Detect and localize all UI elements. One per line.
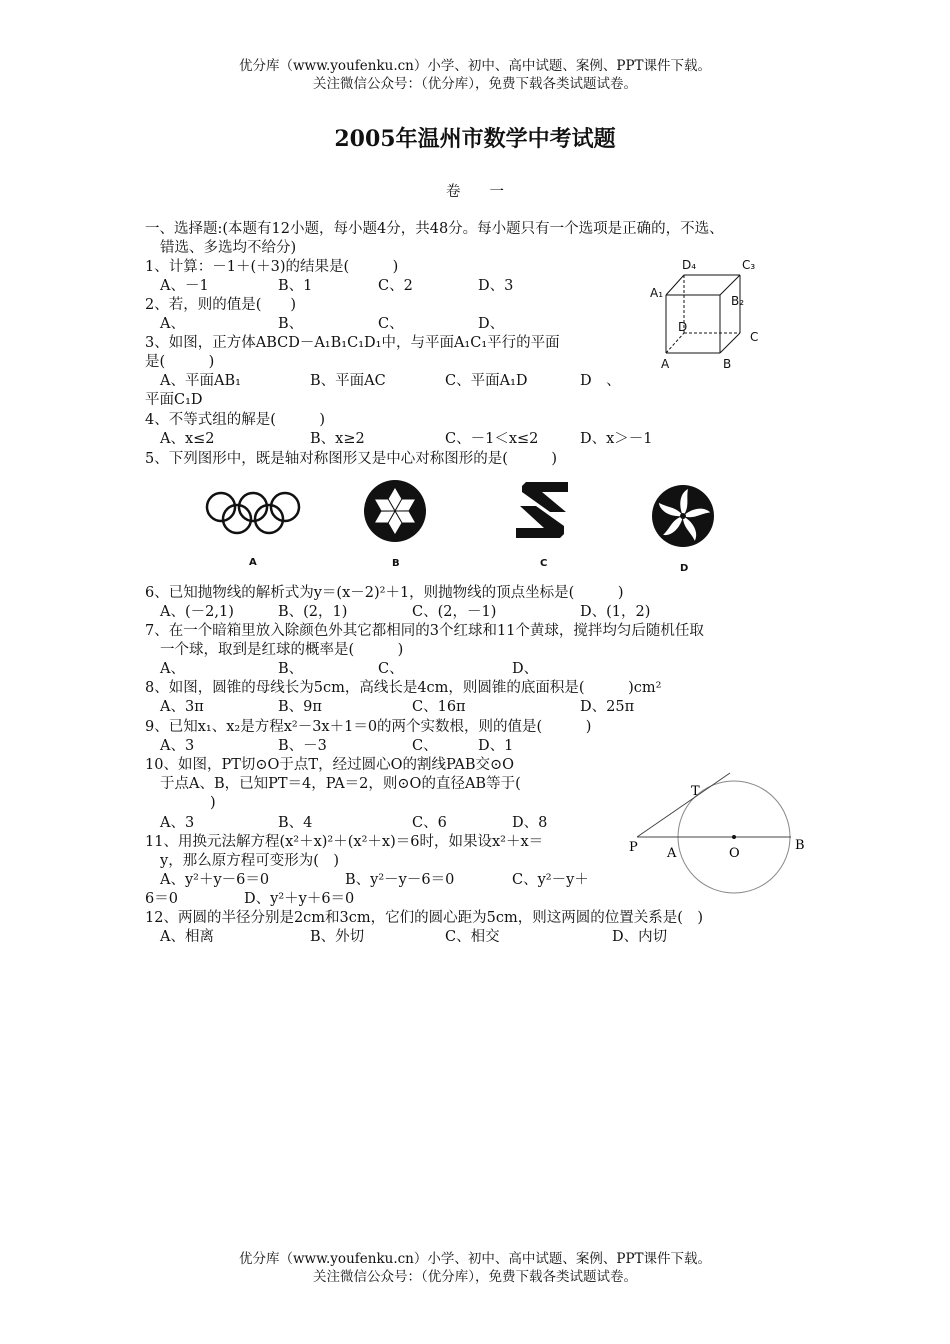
q2-option-b: B、	[278, 316, 304, 332]
cube-edge-b1c1	[720, 275, 740, 295]
q3-stem-1: 3、如图，正方体ABCD－A₁B₁C₁D₁中，与平面A₁C₁平行的平面	[145, 335, 560, 351]
q6-option-d: D、(1，2)	[580, 604, 651, 620]
cube-figure	[648, 255, 778, 375]
q7-option-c: C、	[378, 661, 404, 677]
q6-option-c: C、(2，－1)	[412, 604, 497, 620]
q8-option-b: B、9π	[278, 699, 322, 715]
q11-option-b: B、y²－y－6＝0	[345, 872, 455, 888]
circle-label-t: T	[691, 784, 700, 799]
footer-line-1: 优分库（www.youfenku.cn）小学、初中、高中试题、案例、PPT课件下载。	[238, 1251, 712, 1267]
center-point	[732, 835, 736, 839]
circle-label-p: P	[629, 840, 638, 855]
q6-option-a: A、(－2,1)	[160, 604, 234, 620]
q12-stem: 12、两圆的半径分别是2cm和3cm，它们的圆心距为5cm，则这两圆的位置关系是( )	[145, 910, 704, 926]
q6-option-b: B、(2，1)	[278, 604, 348, 620]
tangent-circle-figure	[625, 765, 815, 900]
q11-option-c-continued: 6＝0	[145, 891, 178, 907]
q3-option-a: A、平面AB₁	[160, 373, 241, 389]
q11-option-c: C、y²－y＋	[512, 872, 589, 888]
symbol-b-star	[360, 478, 430, 573]
q3-option-d-continued: 平面C₁D	[145, 392, 203, 408]
q4-option-d: D、x＞－1	[580, 431, 653, 447]
cube-edge-bc	[720, 333, 740, 353]
cube-label-c1: C₃	[742, 258, 756, 272]
q10-option-b: B、4	[278, 815, 313, 831]
q2-option-a: A、	[160, 316, 185, 332]
q3-stem-2: 是( )	[145, 354, 215, 370]
q4-option-c: C、－1＜x≤2	[445, 431, 539, 447]
q12-option-d: D、内切	[612, 929, 668, 945]
q7-stem-1: 7、在一个暗箱里放入除颜色外其它都相同的3个红球和11个黄球，搅拌均匀后随机任取	[145, 623, 704, 639]
section-heading: 卷 一	[446, 184, 504, 200]
q9-option-d: D、1	[478, 738, 514, 754]
q4-option-b: B、x≥2	[310, 431, 365, 447]
cube-label-c: C	[750, 330, 759, 344]
q2-option-d: D、	[478, 316, 505, 332]
q11-stem-2: y，那么原方程可变形为( )	[160, 853, 340, 869]
q9-stem: 9、已知x₁、x₂是方程x²－3x＋1＝0的两个实数根，则的值是( )	[145, 719, 592, 735]
q12-option-c: C、相交	[445, 929, 500, 945]
q2-stem: 2、若，则的值是( )	[145, 297, 297, 313]
q10-option-c: C、6	[412, 815, 447, 831]
q10-option-d: D、8	[512, 815, 548, 831]
q9-option-c: C、	[412, 738, 438, 754]
circle-label-b: B	[795, 838, 805, 853]
q7-option-b: B、	[278, 661, 304, 677]
q11-option-a: A、y²＋y－6＝0	[160, 872, 270, 888]
q5-stem: 5、下列图形中，既是轴对称图形又是中心对称图形的是( )	[145, 451, 558, 467]
cube-label-b1: B₂	[731, 294, 745, 308]
q9-option-a: A、3	[160, 738, 195, 754]
symbol-label-d: D	[680, 563, 689, 574]
q12-option-b: B、外切	[310, 929, 365, 945]
q1-option-b: B、1	[278, 278, 313, 294]
header-line-1: 优分库（www.youfenku.cn）小学、初中、高中试题、案例、PPT课件下载。	[238, 58, 712, 74]
q10-stem-1: 10、如图，PT切⊙O于点T，经过圆心O的割线PAB交⊙O	[145, 757, 515, 773]
intro-line-1: 一、选择题:(本题有12小题，每小题4分，共48分。每小题只有一个选项是正确的，不选、	[145, 221, 724, 237]
q1-stem: 1、计算：－1＋(＋3)的结果是( )	[145, 259, 399, 275]
q8-option-d: D、25π	[580, 699, 635, 715]
q8-option-a: A、3π	[160, 699, 204, 715]
circle-label-o: O	[729, 846, 740, 861]
q10-stem-2: 于点A、B，已知PT＝4，PA＝2，则⊙O的直径AB等于(	[160, 776, 521, 792]
q3-option-b: B、平面AC	[310, 373, 386, 389]
q4-option-a: A、x≤2	[160, 431, 215, 447]
q3-option-d: D 、	[580, 373, 621, 389]
symbol-label-c: C	[540, 558, 548, 569]
q10-stem-3: )	[210, 795, 216, 811]
cube-label-a1: A₁	[650, 286, 664, 300]
header-line-2: 关注微信公众号：（优分库），免费下载各类试题试卷。	[313, 76, 637, 92]
intro-line-2: 错选、多选均不给分)	[160, 240, 297, 256]
q1-option-a: A、－1	[160, 278, 209, 294]
q11-stem-1: 11、用换元法解方程(x²＋x)²＋(x²＋x)＝6时，如果设x²＋x＝	[145, 834, 544, 850]
q3-option-c: C、平面A₁D	[445, 373, 528, 389]
symbol-c-s-logo	[508, 478, 578, 573]
symbol-a-rings	[203, 487, 303, 572]
q1-option-d: D、3	[478, 278, 514, 294]
circle-label-a: A	[667, 846, 677, 861]
tangent-pt	[637, 773, 730, 837]
q9-option-b: B、－3	[278, 738, 327, 754]
cube-label-b: B	[723, 357, 732, 371]
q2-option-c: C、	[378, 316, 404, 332]
q12-option-a: A、相离	[160, 929, 214, 945]
symbol-d-flower	[650, 483, 720, 578]
q7-option-a: A、	[160, 661, 185, 677]
q10-option-a: A、3	[160, 815, 195, 831]
bloom-center	[680, 513, 686, 519]
cube-edge-ad-hidden	[666, 333, 684, 353]
cube-label-d1: D₄	[682, 258, 697, 272]
q6-stem: 6、已知抛物线的解析式为y＝(x－2)²＋1，则抛物线的顶点坐标是( )	[145, 585, 624, 601]
symbol-label-a: A	[249, 557, 257, 568]
cube-label-d: D	[678, 320, 688, 334]
q7-option-d: D、	[512, 661, 539, 677]
q11-option-d: D、y²＋y＋6＝0	[244, 891, 355, 907]
cube-label-a: A	[661, 357, 670, 371]
cube-edge-a1d1	[666, 275, 684, 295]
q1-option-c: C、2	[378, 278, 413, 294]
page-title: 2005年温州市数学中考试题	[334, 126, 616, 152]
q8-stem: 8、如图，圆锥的母线长为5cm，高线长是4cm，则圆锥的底面积是( )cm²	[145, 680, 662, 696]
q7-stem-2: 一个球，取到是红球的概率是( )	[160, 642, 404, 658]
q8-option-c: C、16π	[412, 699, 466, 715]
symbol-label-b: B	[392, 558, 400, 569]
footer-line-2: 关注微信公众号：（优分库），免费下载各类试题试卷。	[313, 1269, 637, 1285]
q4-stem: 4、不等式组的解是( )	[145, 412, 326, 428]
